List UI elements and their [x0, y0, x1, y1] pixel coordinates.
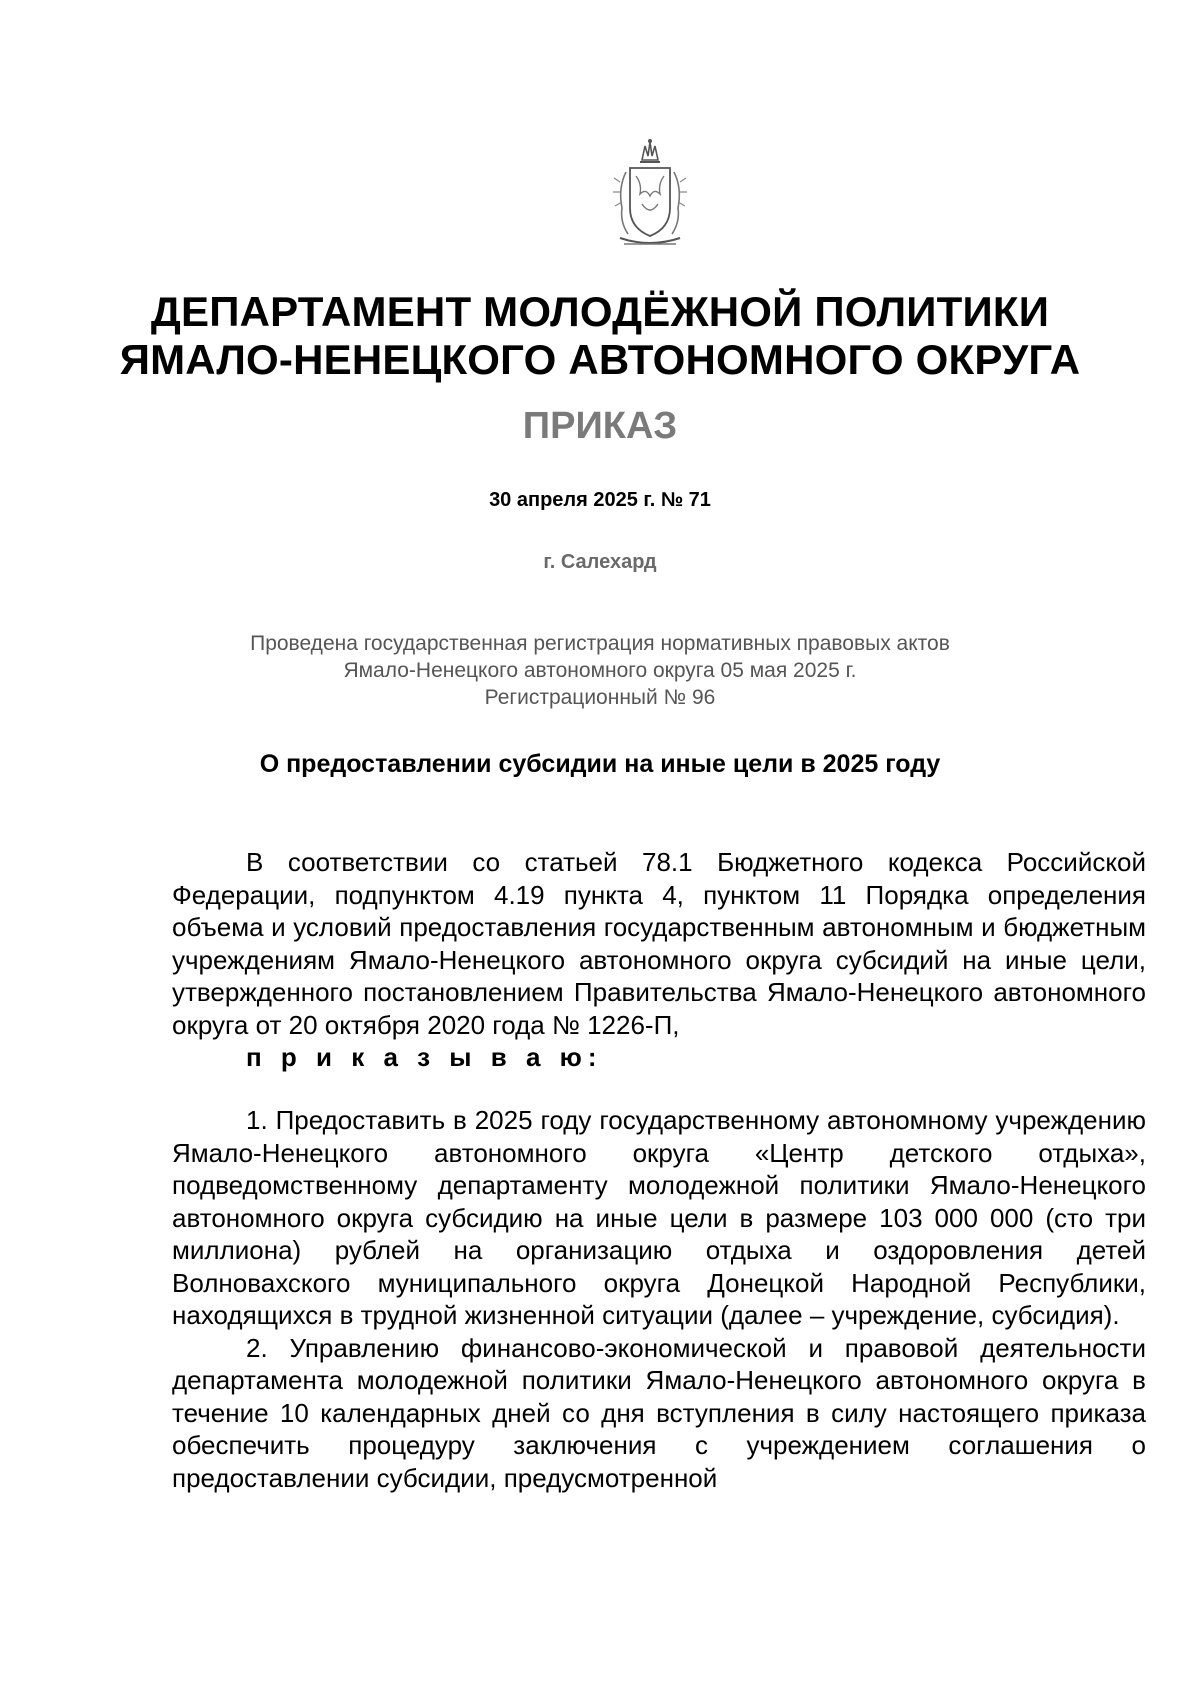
city: г. Салехард [543, 551, 657, 573]
department-name [0, 288, 1200, 384]
document-type: ПРИКАЗ [522, 405, 678, 447]
order-subject: О предоставлении субсидии на иные цели в 2025 году [259, 750, 941, 778]
registration-line3: Регистрационный № 96 [484, 686, 716, 709]
preamble [172, 846, 1146, 1074]
coat-of-arms-icon [612, 138, 688, 250]
order-date-number: 30 апреля 2025 г. № 71 [489, 489, 711, 511]
preamble-paragraph: В соответствии со статьей 78.1 Бюджетного кодекса Российской Федерации, подпунктом 4.19 пункта 4, пунктом 11 Порядка определения объема и условий предоставления государственным автономным и бюджетным учреждениям Ямало-Ненецкого автономного округа субсидий на иные цели, утвержденного постановлением Правительства Ямало-Ненецкого автономного округа от 20 октября 2020 года № 1226-П, [172, 847, 1146, 1040]
department-name-line2: ЯМАЛО-НЕНЕЦКОГО АВТОНОМНОГО ОКРУГА [119, 336, 1081, 383]
order-verb: п р и к а з ы в а ю: [246, 1042, 603, 1072]
order-item-1: 1. Предоставить в 2025 году государственному автономному учреждению Ямало-Ненецкого автономного округа «Центр детского отдыха», подведомственному департаменту молодежной политики Ямало-Ненецкого автономного округа субсидию на иные цели в размере 103 000 000 (сто три миллиона) рублей на организацию отдыха и оздоровления детей Волновахского муниципального округа Донецкой Народной Республики, находящихся в трудной жизненной ситуации (далее – учреждение, субсидия). [172, 1105, 1146, 1330]
order-items [172, 1104, 1146, 1494]
order-item-2: 2. Управлению финансово-экономической и правовой деятельности департамента молодежной политики Ямало-Ненецкого автономного округа в течение 10 календарных дней со дня вступления в силу настоящего приказа обеспечить процедуру заключения с учреждением соглашения о предоставлении субсидии, предусмотренной [172, 1332, 1146, 1493]
registration-line1: Проведена государственная регистрация нормативных правовых актов [250, 632, 950, 655]
registration-note [0, 630, 1200, 711]
department-name-line1: ДЕПАРТАМЕНТ МОЛОДЁЖНОЙ ПОЛИТИКИ [150, 288, 1050, 335]
registration-line2: Ямало-Ненецкого автономного округа 05 мая 2025 г. [343, 659, 857, 682]
